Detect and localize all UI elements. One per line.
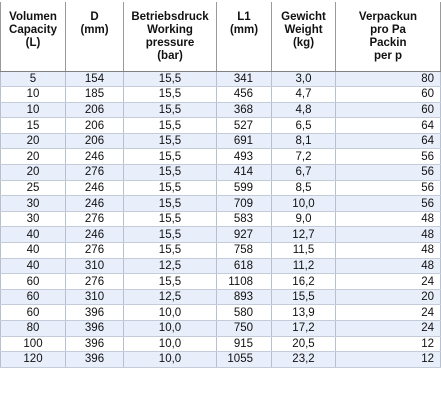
cell-packing: 24: [336, 321, 441, 337]
cell-working-pressure: 15,5: [124, 180, 217, 196]
header-line: (bar): [157, 50, 183, 62]
cell-weight: 6,7: [272, 165, 336, 181]
cell-weight: 11,2: [272, 258, 336, 274]
cell-diameter: 206: [66, 102, 124, 118]
cell-packing: 56: [336, 149, 441, 165]
cell-weight: 9,0: [272, 211, 336, 227]
cell-volume: 15: [1, 118, 66, 134]
column-header-weight: [272, 2, 336, 71]
cell-working-pressure: 15,5: [124, 243, 217, 259]
cell-weight: 8,5: [272, 180, 336, 196]
cell-length-l1: 750: [217, 321, 272, 337]
cell-weight: 13,9: [272, 305, 336, 321]
header-line: L1: [237, 11, 251, 23]
cell-working-pressure: 15,5: [124, 102, 217, 118]
cell-length-l1: 618: [217, 258, 272, 274]
table-row: [1, 321, 441, 337]
cell-packing: 60: [336, 87, 441, 103]
table-row: [1, 227, 441, 243]
cell-working-pressure: 15,5: [124, 133, 217, 149]
cell-working-pressure: 15,5: [124, 71, 217, 87]
column-header-working-pressure: [124, 2, 217, 71]
column-header-diameter: [66, 2, 124, 71]
cell-packing: 48: [336, 258, 441, 274]
cell-working-pressure: 12,5: [124, 289, 217, 305]
cell-diameter: 206: [66, 118, 124, 134]
cell-volume: 25: [1, 180, 66, 196]
cell-length-l1: 580: [217, 305, 272, 321]
cell-volume: 30: [1, 196, 66, 212]
cell-weight: 12,7: [272, 227, 336, 243]
cell-volume: 60: [1, 289, 66, 305]
cell-volume: 40: [1, 227, 66, 243]
header-line: Capacity: [9, 24, 57, 36]
cell-weight: 7,2: [272, 149, 336, 165]
header-line: Weight: [284, 24, 323, 36]
header-line: Working: [147, 24, 193, 36]
cell-diameter: 246: [66, 227, 124, 243]
header-line: Packin: [369, 37, 407, 49]
cell-packing: 20: [336, 289, 441, 305]
cell-length-l1: 893: [217, 289, 272, 305]
cell-volume: 30: [1, 211, 66, 227]
table-row: [1, 352, 441, 368]
header-line: (mm): [229, 24, 259, 36]
cell-volume: 20: [1, 165, 66, 181]
cell-packing: 64: [336, 133, 441, 149]
table-row: [1, 180, 441, 196]
cell-packing: 48: [336, 211, 441, 227]
spec-sheet: [0, 2, 440, 368]
cell-diameter: 396: [66, 321, 124, 337]
cell-working-pressure: 15,5: [124, 118, 217, 134]
cell-volume: 120: [1, 352, 66, 368]
header-line: (mm): [80, 24, 109, 36]
cell-volume: 40: [1, 243, 66, 259]
table-body: [1, 71, 441, 367]
cell-diameter: 276: [66, 243, 124, 259]
cell-diameter: 396: [66, 305, 124, 321]
cell-diameter: 154: [66, 71, 124, 87]
cell-working-pressure: 15,5: [124, 211, 217, 227]
cell-packing: 24: [336, 305, 441, 321]
column-header-length-l1: [217, 2, 272, 71]
cell-weight: 8,1: [272, 133, 336, 149]
cell-diameter: 310: [66, 258, 124, 274]
cell-weight: 16,2: [272, 274, 336, 290]
cell-weight: 23,2: [272, 352, 336, 368]
header-line: per p: [373, 50, 403, 62]
table-row: [1, 274, 441, 290]
cell-working-pressure: 15,5: [124, 227, 217, 243]
cell-diameter: 276: [66, 211, 124, 227]
header-line: pressure: [145, 37, 195, 49]
table-row: [1, 258, 441, 274]
cell-weight: 15,5: [272, 289, 336, 305]
cell-packing: 56: [336, 165, 441, 181]
cell-volume: 60: [1, 305, 66, 321]
header-line: D: [90, 11, 99, 23]
cell-length-l1: 1055: [217, 352, 272, 368]
cell-diameter: 396: [66, 336, 124, 352]
cell-working-pressure: 15,5: [124, 165, 217, 181]
header-line: (L): [25, 37, 41, 49]
cell-packing: 56: [336, 196, 441, 212]
cell-diameter: 246: [66, 149, 124, 165]
cell-weight: 3,0: [272, 71, 336, 87]
cell-working-pressure: 15,5: [124, 87, 217, 103]
table-row: [1, 196, 441, 212]
cell-length-l1: 599: [217, 180, 272, 196]
cell-packing: 12: [336, 352, 441, 368]
cell-length-l1: 368: [217, 102, 272, 118]
cell-working-pressure: 12,5: [124, 258, 217, 274]
cell-volume: 10: [1, 87, 66, 103]
header-row: [1, 2, 441, 71]
cell-packing: 24: [336, 274, 441, 290]
cell-volume: 20: [1, 133, 66, 149]
cell-length-l1: 456: [217, 87, 272, 103]
table-row: [1, 305, 441, 321]
cell-length-l1: 414: [217, 165, 272, 181]
cell-packing: 64: [336, 118, 441, 134]
cell-working-pressure: 10,0: [124, 321, 217, 337]
cell-length-l1: 527: [217, 118, 272, 134]
table-row: [1, 71, 441, 87]
header-line: (kg): [292, 37, 315, 49]
header-line: Betriebsdruck: [131, 11, 209, 23]
cell-diameter: 246: [66, 196, 124, 212]
cell-volume: 10: [1, 102, 66, 118]
cylinder-spec-table: [0, 2, 441, 368]
table-row: [1, 336, 441, 352]
cell-weight: 11,5: [272, 243, 336, 259]
table-row: [1, 289, 441, 305]
cell-diameter: 276: [66, 165, 124, 181]
cell-diameter: 206: [66, 133, 124, 149]
cell-diameter: 310: [66, 289, 124, 305]
cell-weight: 17,2: [272, 321, 336, 337]
header-line: Verpackun: [358, 11, 418, 23]
cell-length-l1: 915: [217, 336, 272, 352]
cell-length-l1: 341: [217, 71, 272, 87]
cell-working-pressure: 15,5: [124, 149, 217, 165]
cell-volume: 40: [1, 258, 66, 274]
cell-weight: 4,7: [272, 87, 336, 103]
table-row: [1, 133, 441, 149]
cell-weight: 6,5: [272, 118, 336, 134]
cell-packing: 56: [336, 180, 441, 196]
column-header-volume: [1, 2, 66, 71]
cell-volume: 20: [1, 149, 66, 165]
cell-working-pressure: 10,0: [124, 305, 217, 321]
cell-length-l1: 1108: [217, 274, 272, 290]
table-row: [1, 87, 441, 103]
cell-diameter: 246: [66, 180, 124, 196]
cell-packing: 48: [336, 227, 441, 243]
cell-working-pressure: 15,5: [124, 196, 217, 212]
table-row: [1, 211, 441, 227]
cell-packing: 12: [336, 336, 441, 352]
cell-diameter: 396: [66, 352, 124, 368]
cell-diameter: 185: [66, 87, 124, 103]
header-line: Volumen: [9, 11, 57, 23]
cell-working-pressure: 15,5: [124, 274, 217, 290]
cell-packing: 80: [336, 71, 441, 87]
table-row: [1, 243, 441, 259]
cell-weight: 4,8: [272, 102, 336, 118]
cell-volume: 60: [1, 274, 66, 290]
cell-length-l1: 493: [217, 149, 272, 165]
table-row: [1, 102, 441, 118]
cell-packing: 48: [336, 243, 441, 259]
cell-length-l1: 691: [217, 133, 272, 149]
table-row: [1, 149, 441, 165]
cell-weight: 20,5: [272, 336, 336, 352]
column-header-packing: [336, 2, 441, 71]
header-line: Gewicht: [281, 11, 326, 23]
cell-length-l1: 583: [217, 211, 272, 227]
cell-working-pressure: 10,0: [124, 336, 217, 352]
cell-weight: 10,0: [272, 196, 336, 212]
table-row: [1, 118, 441, 134]
cell-diameter: 276: [66, 274, 124, 290]
cell-volume: 80: [1, 321, 66, 337]
table-row: [1, 165, 441, 181]
cell-packing: 60: [336, 102, 441, 118]
cell-working-pressure: 10,0: [124, 352, 217, 368]
cell-volume: 5: [1, 71, 66, 87]
cell-length-l1: 758: [217, 243, 272, 259]
header-line: pro Pa: [370, 24, 406, 36]
cell-length-l1: 927: [217, 227, 272, 243]
cell-volume: 100: [1, 336, 66, 352]
cell-length-l1: 709: [217, 196, 272, 212]
